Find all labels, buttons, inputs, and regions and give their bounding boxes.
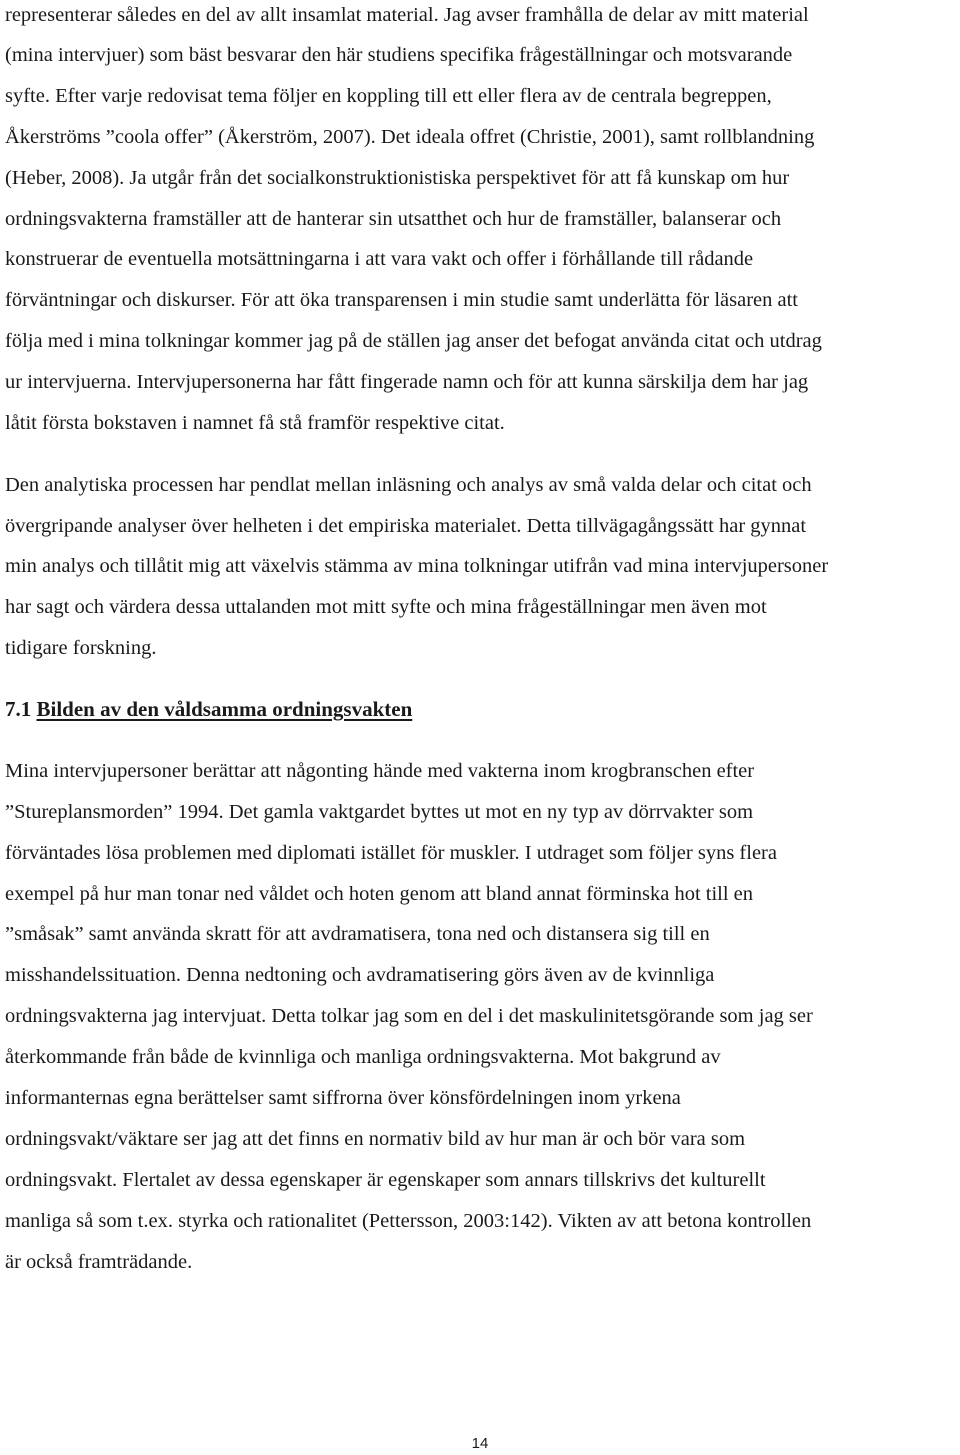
paragraph-2-line: tidigare forskning. <box>5 637 157 659</box>
paragraph-2-line: övergripande analyser över helheten i det empiriska materialet. Detta tillvägagångssätt har gynnat <box>5 515 807 537</box>
paragraph-3-line: förväntades lösa problemen med diplomati istället för muskler. I utdraget som följer syns flera <box>5 842 777 864</box>
paragraph-3-line: ordningsvakt/väktare ser jag att det finns en normativ bild av hur man är och bör vara som <box>5 1128 746 1150</box>
paragraph-2-line: min analys och tillåtit mig att växelvis stämma av mina tolkningar utifrån vad mina intervjupersoner <box>5 555 829 577</box>
paragraph-3-line: manliga så som t.ex. styrka och rationalitet (Pettersson, 2003:142). Vikten av att betona kontrollen <box>5 1210 812 1232</box>
paragraph-1-line: förväntningar och diskurser. För att öka transparensen i min studie samt underlätta för läsaren att <box>5 289 799 311</box>
paragraph-1-line: låtit första bokstaven i namnet få stå framför respektive citat. <box>5 412 505 434</box>
paragraph-1-line: följa med i mina tolkningar kommer jag på de ställen jag anser det befogat använda citat och utdrag <box>5 330 822 352</box>
paragraph-3-line: ordningsvakt. Flertalet av dessa egenskaper är egenskaper som annars tillskrivs det kulturellt <box>5 1169 766 1191</box>
paragraph-1-line: ordningsvakterna framställer att de hanterar sin utsatthet och hur de framställer, balanserar och <box>5 208 782 230</box>
paragraph-3-line: misshandelssituation. Denna nedtoning och avdramatisering görs även av de kvinnliga <box>5 964 715 986</box>
paragraph-1-line: ur intervjuerna. Intervjupersonerna har fått fingerade namn och för att kunna särskilja dem har jag <box>5 371 809 393</box>
paragraph-1-line: (mina intervjuer) som bäst besvarar den här studiens specifika frågeställningar och motsvarande <box>5 44 793 66</box>
paragraph-3-line: ordningsvakterna jag intervjuat. Detta tolkar jag som en del i det maskulinitetsgörande som jag ser <box>5 1005 813 1027</box>
paragraph-3-line: ”Stureplansmorden” 1994. Det gamla vaktgardet byttes ut mot en ny typ av dörrvakter som <box>5 801 754 823</box>
paragraph-1-line: konstruerar de eventuella motsättningarna i att vara vakt och offer i förhållande till rådande <box>5 248 754 270</box>
section-heading <box>5 697 412 721</box>
section-number: 7.1 <box>5 697 32 721</box>
paragraph-2-line: Den analytiska processen har pendlat mellan inläsning och analys av små valda delar och citat och <box>5 474 812 496</box>
page-number: 14 <box>471 1435 489 1452</box>
paragraph-3-line: återkommande från både de kvinnliga och manliga ordningsvakterna. Mot bakgrund av <box>5 1046 721 1068</box>
paragraph-1-line: (Heber, 2008). Ja utgår från det socialkonstruktionistiska perspektivet för att få kunskap om hur <box>5 167 790 189</box>
paragraph-1-line: syfte. Efter varje redovisat tema följer en koppling till ett eller flera av de centrala begreppen, <box>5 85 772 107</box>
paragraph-3-line: ”småsak” samt använda skratt för att avdramatisera, tona ned och distansera sig till en <box>5 923 710 945</box>
paragraph-3-line: är också framträdande. <box>5 1251 193 1273</box>
paragraph-1-line: representerar således en del av allt insamlat material. Jag avser framhålla de delar av mitt material <box>5 4 809 26</box>
section-title: Bilden av den våldsamma ordningsvakten <box>36 697 413 721</box>
paragraph-3-line: informanternas egna berättelser samt siffrorna över könsfördelningen inom yrkena <box>5 1087 681 1109</box>
paragraph-3-line: Mina intervjupersoner berättar att någonting hände med vakterna inom krogbranschen efter <box>5 760 755 782</box>
paragraph-1-line: Åkerströms ”coola offer” (Åkerström, 2007). Det ideala offret (Christie, 2001), samt rollblandning <box>5 126 815 148</box>
paragraph-3-line: exempel på hur man tonar ned våldet och hoten genom att bland annat förminska hot till en <box>5 883 754 905</box>
paragraph-2-line: har sagt och värdera dessa uttalanden mot mitt syfte och mina frågeställningar men även mot <box>5 596 767 618</box>
